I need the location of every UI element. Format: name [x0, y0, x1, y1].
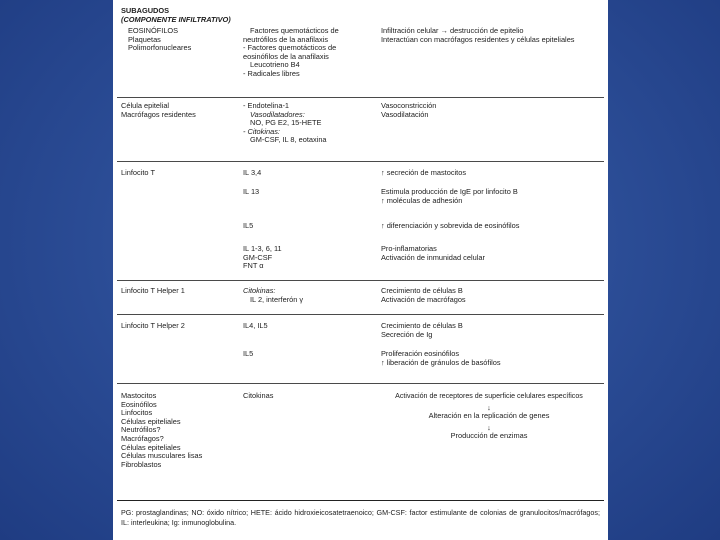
table-bottom-rule — [117, 500, 604, 501]
mediator: Citokinas — [243, 391, 274, 400]
effect: Crecimiento de células B — [381, 286, 463, 295]
arrow-down-icon: ↓ — [487, 402, 491, 412]
mediator: - Radicales libres — [243, 68, 300, 78]
cell-type: Mastocitos — [121, 391, 157, 400]
effect: Pro-inflamatorias — [381, 244, 437, 253]
row-3-cells — [121, 287, 235, 296]
cell-type: Células musculares lisas — [121, 451, 203, 461]
effect: Secreción de Ig — [381, 329, 433, 339]
cell-type: Linfocitos — [121, 408, 153, 418]
row-2-group-3-mediators — [243, 245, 365, 271]
cell-type: Células epiteliales — [121, 416, 181, 426]
cell-type: Eosinófilos — [121, 399, 157, 409]
row-0-cells — [121, 27, 235, 53]
row-4-cells — [121, 322, 235, 331]
cell-type: Células epiteliales — [121, 442, 181, 452]
mediator: GM-CSF, IL 8, eotaxina — [250, 135, 327, 145]
row-4-group-1-mediators — [243, 350, 365, 359]
row-4-group-0-mediators — [243, 322, 365, 331]
mediator: GM-CSF — [243, 252, 273, 262]
mediator: IL5 — [243, 349, 254, 358]
row-5-cells — [121, 392, 235, 469]
row-divider — [117, 383, 604, 384]
cell-type: EOSINÓFILOS — [128, 26, 179, 35]
row-1-mediators — [243, 102, 365, 145]
cell-type: Neutrófilos? — [121, 425, 161, 435]
mediator: IL4, IL5 — [243, 321, 268, 330]
mediator: Vasodilatadores: — [250, 109, 305, 119]
mediator: - Endotelina-1 — [243, 101, 290, 110]
table-footnote: PG: prostaglandinas; NO: óxido nítrico; HETE: ácido hidroxieicosatetraenoico; GM-CSF: factor estimulante de colonias de granulocitos/macrófagos; IL: interleukina; Ig: inmunoglobulina. — [121, 508, 600, 527]
effect: ↑ diferenciación y sobrevida de eosinófilos — [381, 221, 520, 230]
row-0-effects — [381, 27, 603, 44]
row-2-group-3-effects — [381, 245, 603, 262]
mediator: IL 1-3, 6, 11 — [243, 244, 282, 253]
cell-type: Linfocito T — [121, 168, 155, 177]
section-title: SUBAGUDOS — [121, 6, 170, 15]
row-5-effects — [375, 392, 603, 441]
row-2-group-2-mediators — [243, 222, 365, 231]
cell-type: Macrófagos residentes — [121, 109, 196, 119]
mediator: Factores quemotácticos de — [250, 26, 339, 35]
row-3-mediators — [243, 287, 365, 304]
row-2-group-0-effects — [381, 169, 603, 178]
row-divider — [117, 161, 604, 162]
row-1-cells — [121, 102, 235, 119]
mediator: FNT α — [243, 261, 264, 271]
row-4-group-1-effects — [381, 350, 603, 367]
section-subtitle: (COMPONENTE INFILTRATIVO) — [121, 14, 231, 24]
effect: Producción de enzimas — [450, 431, 528, 441]
row-2-group-1-mediators — [243, 188, 365, 197]
effect: Alteración en la replicación de genes — [428, 411, 550, 421]
cell-type: Plaquetas — [128, 34, 161, 44]
mediator: eosinófilos de la anafilaxis — [243, 51, 329, 61]
arrow-down-icon: ↓ — [487, 422, 491, 432]
table-page — [113, 0, 608, 540]
cell-type: Polimorfonucleares — [128, 43, 192, 53]
row-2-cells — [121, 169, 235, 178]
cell-type: Linfocito T Helper 1 — [121, 286, 185, 295]
effect: Interactúan con macrófagos residentes y células epiteliales — [381, 34, 575, 44]
mediator: Citokinas: — [243, 286, 276, 295]
row-5-mediators — [243, 392, 365, 401]
effect: Crecimiento de células B — [381, 321, 463, 330]
row-0-mediators — [243, 27, 365, 79]
cell-type: Linfocito T Helper 2 — [121, 321, 185, 330]
table-header — [121, 7, 235, 24]
mediator: IL 2, interferón γ — [250, 294, 304, 304]
effect: ↑ moléculas de adhesión — [381, 195, 463, 205]
row-2-group-2-effects — [381, 222, 603, 231]
mediator: IL5 — [243, 221, 254, 230]
effect: Activación de inmunidad celular — [381, 252, 485, 262]
row-divider — [117, 314, 604, 315]
mediator: - Citokinas: — [243, 126, 280, 136]
cell-type: Macrófagos? — [121, 433, 164, 443]
mediator: - Factores quemotácticos de — [243, 43, 337, 53]
mediator: NO, PG E2, 15-HETE — [250, 118, 322, 128]
effect: ↑ liberación de gránulos de basófilos — [381, 357, 501, 367]
row-4-group-0-effects — [381, 322, 603, 339]
effect: Vasoconstricción — [381, 101, 437, 110]
mediator: neutrófilos de la anafilaxis — [243, 34, 329, 44]
mediator: Leucotrieno B4 — [250, 60, 300, 70]
row-divider — [117, 97, 604, 98]
cell-type: Célula epitelial — [121, 101, 170, 110]
effect: Activación de receptores de superficie celulares específicos — [395, 392, 583, 400]
effect: ↑ secreción de mastocitos — [381, 168, 467, 177]
effect: Infiltración celular → destrucción de epitelio — [381, 26, 524, 35]
mediator: IL 3,4 — [243, 168, 262, 177]
row-2-group-0-mediators — [243, 169, 365, 178]
row-1-effects — [381, 102, 603, 119]
effect: Activación de macrófagos — [381, 294, 466, 304]
row-2-group-1-effects — [381, 188, 603, 205]
effect: Estimula producción de IgE por linfocito B — [381, 187, 518, 196]
mediator: IL 13 — [243, 187, 260, 196]
row-divider — [117, 280, 604, 281]
effect: Vasodilatación — [381, 109, 429, 119]
row-3-effects — [381, 287, 603, 304]
effect: Proliferación eosinófilos — [381, 349, 460, 358]
cell-type: Fibroblastos — [121, 459, 162, 469]
